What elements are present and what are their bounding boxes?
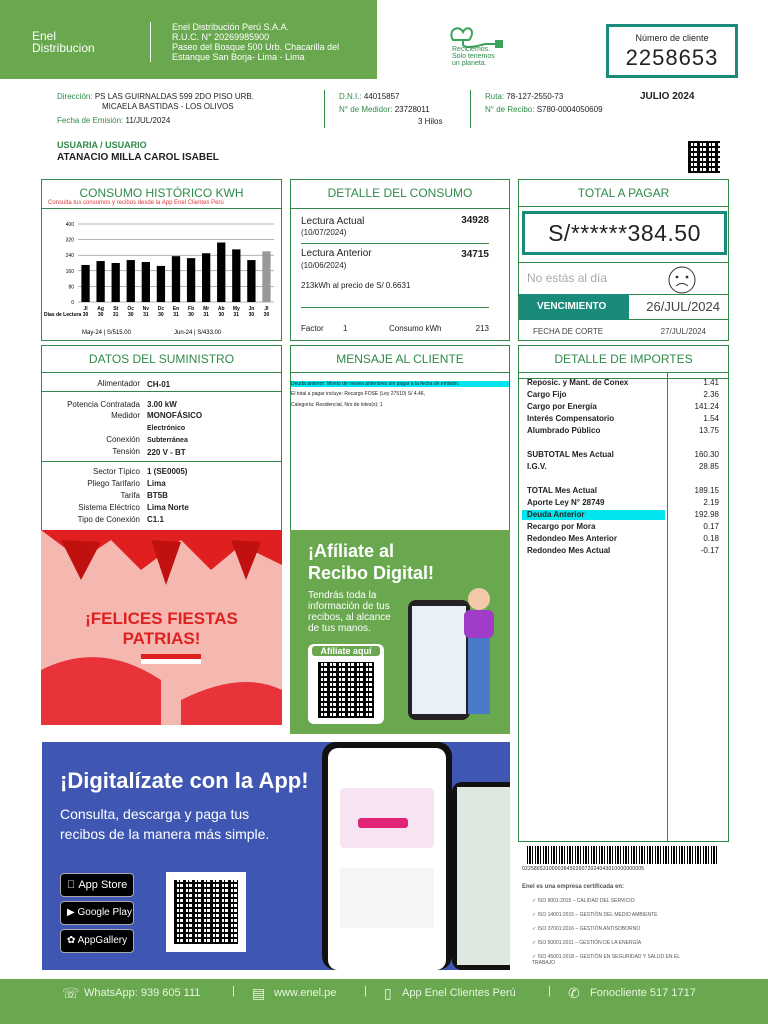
- meter-kind: Electrónico: [147, 425, 186, 432]
- day-label: 30: [188, 312, 194, 318]
- bar: [112, 263, 120, 302]
- info-divider: [470, 90, 471, 128]
- total-title: TOTAL A PAGAR: [519, 180, 728, 207]
- separator: |: [232, 985, 235, 997]
- consumption-history-panel: [41, 179, 282, 341]
- phone-screen: [457, 787, 510, 965]
- charge-value: 1.54: [703, 414, 719, 423]
- bar: [202, 253, 210, 302]
- bar: [96, 261, 104, 302]
- screen-chart: [340, 868, 434, 928]
- check-icon: ✓: [532, 954, 537, 960]
- x-tick-label: Ag: [97, 306, 104, 312]
- whatsapp-icon: ☏: [62, 985, 80, 1001]
- charge-value: 0.18: [703, 534, 719, 543]
- current-reading: 34928: [461, 215, 489, 226]
- recycle-text: Reciclemos. Solo tenemos un planeta.: [452, 46, 495, 67]
- payment-status: No estás al día: [527, 271, 608, 285]
- x-tick-label: Dc: [157, 306, 165, 312]
- message-title: MENSAJE AL CLIENTE: [291, 346, 509, 373]
- bar: [127, 260, 135, 302]
- x-tick-label: Oc: [127, 306, 135, 312]
- charge-label: Aporte Ley N° 28749: [527, 498, 605, 507]
- emission-date: Fecha de Emisión: 11/JUL/2024: [57, 116, 171, 125]
- price-per-kwh: 213kWh al precio de S/ 0.6631: [301, 281, 411, 290]
- tariff: BT5B: [147, 491, 168, 500]
- fiestas-patrias-banner: [41, 530, 282, 725]
- x-tick-label: En: [172, 306, 180, 312]
- app-store-button[interactable]: App Store: [60, 873, 134, 897]
- feeder-label: Alimentador: [97, 379, 140, 388]
- charges-title: DETALLE DE IMPORTES: [519, 346, 728, 373]
- charge-label: Interés Compensatorio: [527, 414, 615, 423]
- afiliate-banner[interactable]: [290, 530, 510, 734]
- charge-label: Reposic. y Mant. de Conex: [527, 378, 629, 387]
- charge-label: Alumbrado Público: [527, 426, 601, 435]
- afiliate-title: ¡Afíliate al Recibo Digital!: [308, 541, 435, 583]
- voltage-label: Tensión: [112, 447, 140, 456]
- sector: 1 (SE0005): [147, 467, 188, 476]
- phone-screen: [328, 748, 446, 970]
- barcode-number: 02258653100003845026072024043010000000005: [522, 866, 645, 872]
- bar: [81, 265, 89, 302]
- address-block: Dirección: PS LAS GUIRNALDAS 599 2DO PISO URB.: [57, 92, 254, 101]
- dni: D.N.I.: 44015857: [339, 92, 400, 101]
- day-label: 31: [112, 312, 119, 318]
- charge-value: 192.98: [694, 510, 719, 519]
- person-pants: [468, 638, 490, 714]
- total-panel: [518, 179, 729, 341]
- qr-code-icon: [688, 141, 720, 173]
- client-number: 2258653: [625, 45, 719, 70]
- phone-icon: ▯: [384, 985, 392, 1001]
- x-tick-label: Ab: [217, 306, 225, 312]
- charge-label: Redondeo Mes Actual: [527, 546, 611, 555]
- header-divider: [150, 22, 151, 62]
- message-panel: [290, 345, 510, 530]
- connection: Subterránea: [147, 437, 188, 444]
- charge-value: 13.75: [698, 426, 719, 435]
- voltage: 220 V - BT: [147, 448, 186, 457]
- previous-reading-date: (10/06/2024): [301, 261, 347, 270]
- connection-label: Conexión: [106, 435, 140, 444]
- chart-note: Jun-24 | S/433.00: [174, 330, 222, 336]
- day-label: 30: [263, 312, 270, 318]
- due-date: 26/JUL/2024: [629, 294, 728, 320]
- meter-number: N° de Medidor: 23728011: [339, 105, 430, 114]
- barcode: [527, 846, 717, 864]
- charge-value: 141.24: [694, 402, 719, 411]
- system-label: Sistema Eléctrico: [78, 503, 140, 512]
- day-label: 31: [173, 312, 179, 318]
- charge-label: Cargo Fijo: [527, 390, 567, 399]
- receipt-number: N° de Recibo: S780-0004050609: [485, 105, 603, 114]
- divider: [42, 461, 281, 462]
- factor-label: Factor: [301, 324, 324, 333]
- cert-item: ✓ ISO 45001:2018 – GESTIÓN EN SEGURIDAD Y SALUD EN EL TRABAJO: [532, 954, 680, 966]
- telephone-icon: ✆: [568, 985, 580, 1001]
- screen-button: [358, 818, 408, 828]
- day-label: 30: [127, 312, 134, 318]
- meter-type: MONOFÁSICO: [147, 411, 203, 420]
- divider: [667, 373, 668, 841]
- fiestas-text: ¡FELICES FIESTAS PATRIAS!: [85, 609, 238, 648]
- charge-label: Deuda Anterior: [527, 510, 585, 519]
- afiliate-qr-card[interactable]: [308, 644, 384, 724]
- y-tick-label: 160: [65, 268, 74, 275]
- tariff-label: Tarifa: [120, 491, 140, 500]
- connection-type-label: Tipo de Conexión: [77, 515, 140, 524]
- x-tick-label: My: [232, 306, 240, 312]
- consumption-detail-panel: [290, 179, 510, 341]
- consumption-chart: [42, 216, 281, 340]
- divider: [301, 307, 489, 308]
- tariff-schedule: Lima: [147, 479, 166, 488]
- previous-reading-label: Lectura Anterior: [301, 248, 372, 259]
- enel-logo: Enel Distribucion: [32, 29, 95, 55]
- consumption-history-title: CONSUMO HISTÓRICO KWH: [79, 186, 244, 200]
- check-icon: ✓: [532, 940, 537, 946]
- billing-period: JULIO 2024: [640, 91, 695, 102]
- total-amount: S/******384.50: [522, 211, 727, 255]
- consumption-kwh: 213: [475, 324, 489, 333]
- google-play-button[interactable]: ▶ Google Play: [60, 901, 134, 925]
- factor: 1: [343, 324, 348, 333]
- day-label: 30: [248, 312, 255, 318]
- bar: [262, 251, 270, 302]
- person-illustration: [468, 588, 490, 610]
- feeder: CH-01: [147, 380, 171, 389]
- laptop-icon: ▤: [252, 985, 266, 1001]
- afiliate-body: Tendrás toda la información de tus recibos, al alcance de tus manos.: [308, 590, 391, 634]
- app-promo-body: Consulta, descarga y paga tus recibos de la manera más simple.: [60, 806, 270, 842]
- app-promo-title: ¡Digitalízate con la App!: [60, 768, 309, 793]
- user-label: USUARIA / USUARIO: [57, 140, 147, 150]
- bar: [157, 266, 165, 302]
- certifications-title: Enel es una empresa certificada en:: [522, 884, 625, 890]
- days-label: Días de Lectura: [44, 312, 82, 318]
- connection-type: C1.1: [147, 515, 164, 524]
- x-tick-label: Nv: [142, 306, 150, 312]
- divider: [42, 391, 281, 392]
- check-icon: ✓: [532, 898, 537, 904]
- separator: |: [548, 985, 551, 997]
- divider: [42, 208, 281, 209]
- sad-face-icon: [667, 265, 697, 295]
- footer-phone[interactable]: Fonocliente 517 1717: [590, 987, 696, 999]
- separator: |: [364, 985, 367, 997]
- charge-value: 160.30: [694, 450, 719, 459]
- phone-mockup: [452, 782, 510, 970]
- afiliate-cta[interactable]: Afíliate aquí: [312, 646, 380, 656]
- chart-note: May-24 | S/515.00: [82, 330, 131, 336]
- footer-web[interactable]: www.enel.pe: [274, 987, 337, 999]
- check-icon: ✓: [532, 926, 537, 932]
- cert-item: ✓ ISO 50001:2011 – GESTIÓN DE LA ENERGÍA: [532, 940, 642, 946]
- charge-value: 189.15: [694, 486, 719, 495]
- day-label: 30: [158, 312, 164, 318]
- day-label: 31: [143, 312, 149, 318]
- app-promo-banner: [42, 742, 510, 970]
- x-tick-label: Fb: [188, 306, 195, 312]
- qr-code-icon: [318, 662, 374, 718]
- bar: [232, 249, 240, 302]
- sector-label: Sector Típico: [93, 467, 140, 476]
- phone-mockup: [322, 742, 452, 970]
- charge-label: TOTAL Mes Actual: [527, 486, 597, 495]
- y-tick-label: 320: [65, 237, 74, 244]
- power: 3.00 kW: [147, 400, 177, 409]
- charge-value: -0.17: [700, 546, 719, 555]
- x-tick-label: Jl: [83, 306, 88, 312]
- x-tick-label: Mr: [203, 306, 210, 312]
- day-label: 31: [203, 312, 209, 318]
- bar: [217, 243, 225, 302]
- day-label: 31: [233, 312, 240, 318]
- y-tick-label: 240: [65, 253, 74, 260]
- cert-item: ✓ ISO 9001:2015 – CALIDAD DEL SERVICIO: [532, 898, 635, 904]
- info-divider: [324, 90, 325, 128]
- day-label: 30: [218, 312, 225, 318]
- charge-label: Recargo por Mora: [527, 522, 596, 531]
- charge-value: 2.36: [703, 390, 719, 399]
- charge-value: 2.19: [703, 498, 719, 507]
- qr-code-icon: [174, 880, 238, 944]
- due-date-label: VENCIMIENTO: [519, 294, 629, 320]
- y-tick-label: 400: [65, 222, 74, 228]
- phone-mockup: [408, 600, 470, 720]
- current-reading-label: Lectura Actual: [301, 216, 365, 227]
- charge-label: Cargo por Energía: [527, 402, 597, 411]
- system: Lima Norte: [147, 503, 189, 512]
- charge-value: 1.41: [703, 378, 719, 387]
- bar: [172, 256, 180, 302]
- route: Ruta: 78-127-2550-73: [485, 92, 564, 101]
- wires: 3 Hilos: [418, 117, 443, 126]
- charge-label: Redondeo Mes Anterior: [527, 534, 617, 543]
- current-reading-date: (10/07/2024): [301, 228, 347, 237]
- y-tick-label: 0: [71, 300, 74, 306]
- footer-app[interactable]: App Enel Clientes Perú: [402, 987, 516, 999]
- charge-label: SUBTOTAL Mes Actual: [527, 450, 614, 459]
- user-name: ATANACIO MILLA CAROL ISABEL: [57, 152, 219, 163]
- app-qr-card: [166, 872, 246, 952]
- cutoff-label: FECHA DE CORTE: [533, 327, 604, 336]
- power-label: Potencia Contratada: [67, 400, 140, 409]
- x-tick-label: Jn: [248, 306, 255, 312]
- x-tick-label: Jl: [264, 306, 269, 312]
- consumption-detail-title: DETALLE DEL CONSUMO: [327, 186, 473, 200]
- tariff-schedule-label: Pliego Tarifario: [87, 479, 140, 488]
- meter-label: Medidor: [111, 411, 140, 420]
- bar: [187, 258, 195, 302]
- address-line-2: MICAELA BASTIDAS - LOS OLIVOS: [102, 102, 234, 111]
- message-line: El total a pagar incluye: Recargo FOSE (Ley 27510) S/ 4.46,: [291, 391, 425, 397]
- footer-whatsapp[interactable]: WhatsApp: 939 605 111: [84, 987, 201, 999]
- phone-screen: [412, 606, 466, 714]
- charge-label: I.G.V.: [527, 462, 547, 471]
- bar: [247, 260, 255, 302]
- footer: [0, 979, 768, 1024]
- charge-value: 0.17: [703, 522, 719, 531]
- consumption-label: Consumo kWh: [389, 324, 442, 333]
- divider: [301, 243, 489, 244]
- apple-icon: [67, 879, 75, 891]
- previous-reading: 34715: [461, 249, 489, 260]
- cert-item: ✓ ISO 14001:2015 – GESTIÓN DEL MEDIO AMBIENTE: [532, 912, 658, 918]
- day-label: 30: [82, 312, 89, 318]
- client-number-label: Número de cliente: [635, 33, 709, 43]
- consumption-history-subtitle: Consulta tus consumos y recibos desde la App Enel Clientes Perú: [48, 200, 224, 206]
- charge-value: 28.85: [698, 462, 719, 471]
- day-label: 30: [97, 312, 104, 318]
- message-line: Categoría: Residencial, Nro de lotes(s): 1: [291, 402, 383, 408]
- supply-data-title: DATOS DEL SUMINISTRO: [42, 346, 281, 373]
- huawei-icon: ✿: [67, 935, 76, 946]
- client-number-box: [606, 24, 738, 78]
- cert-item: ✓ ISO 37001:2016 – GESTIÓN ANTISOBORNO: [532, 926, 641, 932]
- y-tick-label: 80: [68, 284, 74, 291]
- bar: [142, 262, 150, 302]
- message-line: Deuda anterior: Monto de meses anteriores sin pagar a la fecha de emisión.: [291, 381, 509, 387]
- x-tick-label: St: [113, 306, 119, 312]
- divider: [519, 262, 728, 263]
- person-shirt: [464, 610, 494, 638]
- company-info: Enel Distribución Perú S.A.A. R.U.C. N° 20269985900 Paseo del Bosque 500 Urb. Chacarilla del Estanque San Borja- Lima - Lima: [172, 22, 340, 62]
- cutoff-date: 27/JUL/2024: [660, 327, 706, 336]
- check-icon: ✓: [532, 912, 537, 918]
- divider: [291, 208, 509, 209]
- play-icon: ▶: [67, 907, 75, 918]
- appgallery-button[interactable]: ✿ AppGallery: [60, 929, 134, 953]
